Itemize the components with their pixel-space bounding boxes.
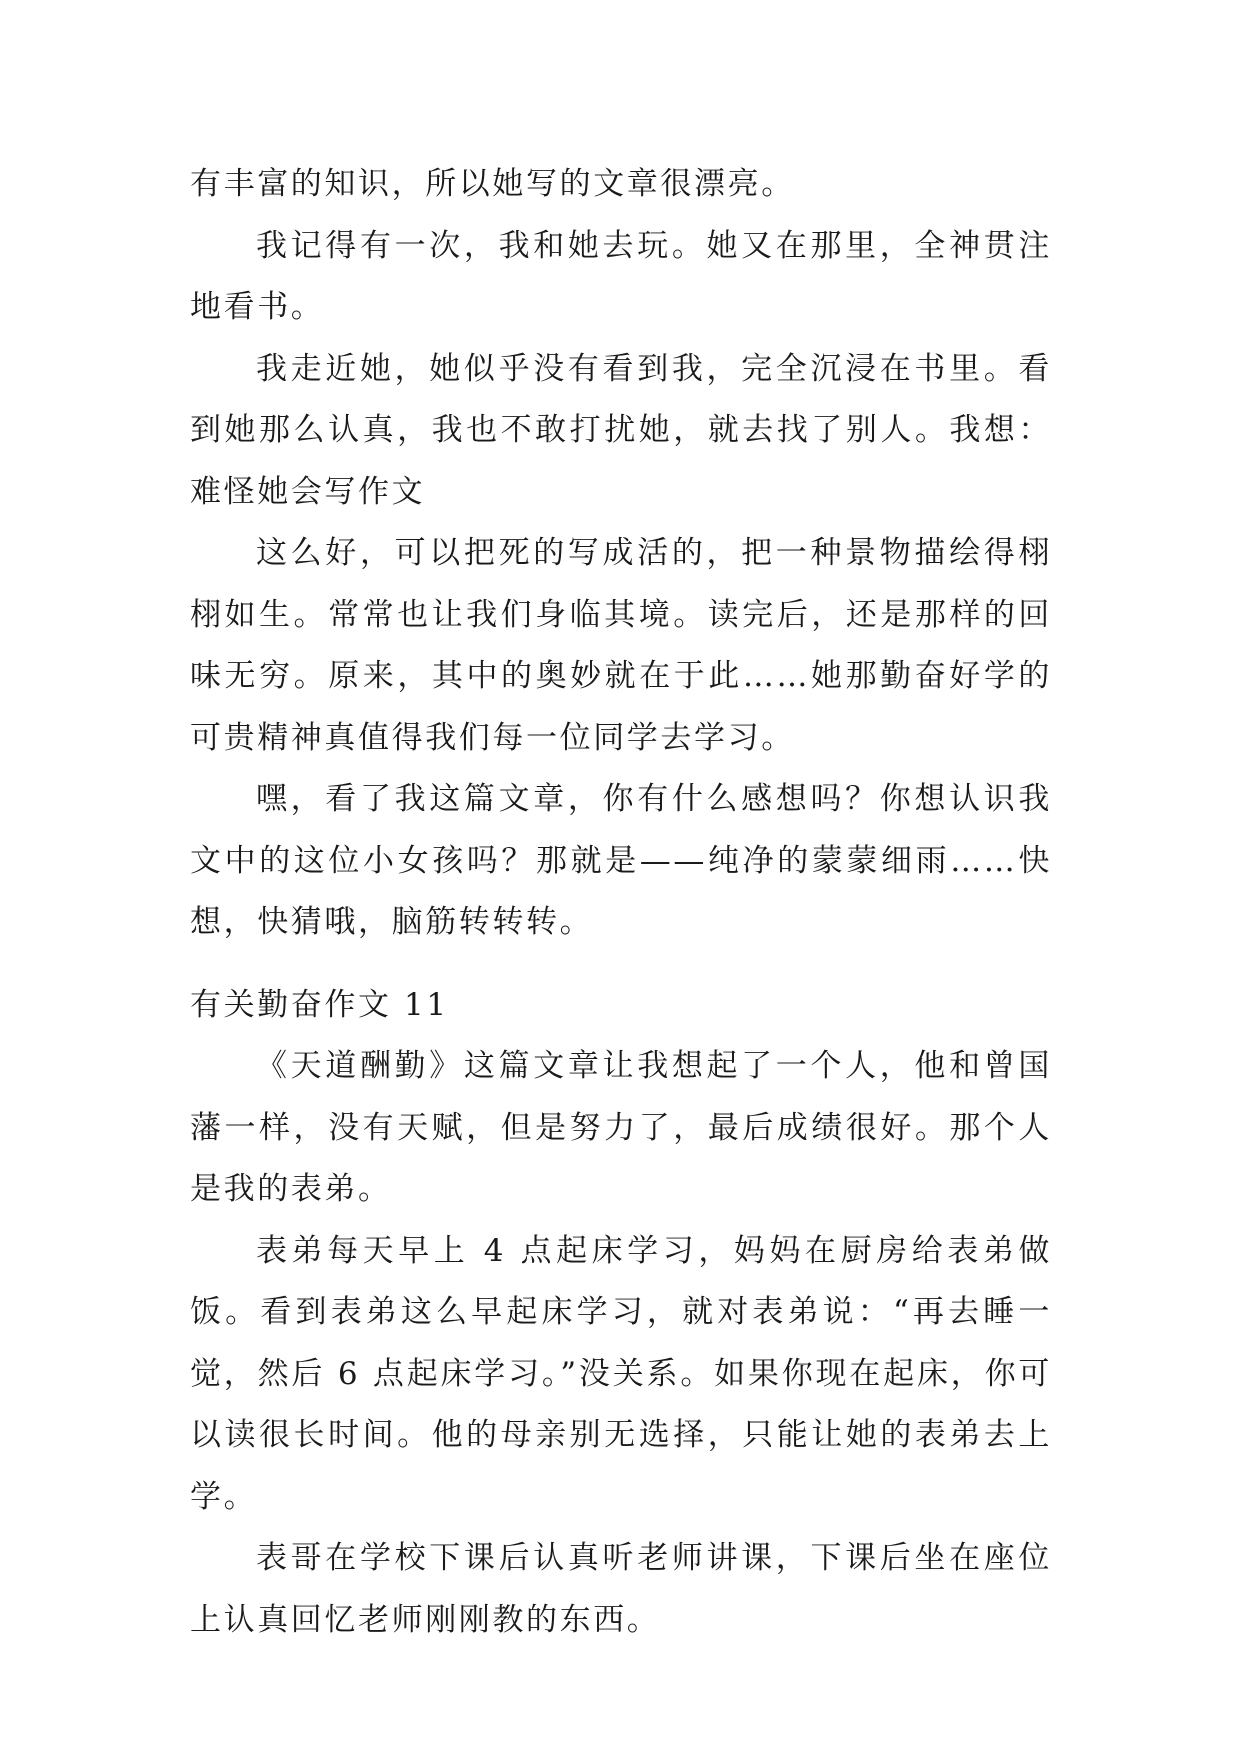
paragraph: 表弟每天早上 4 点起床学习，妈妈在厨房给表弟做饭。看到表弟这么早起床学习，就对表弟说：“再去睡一觉，然后 6 点起床学习。”没关系。如果你现在起床，你可以读很长时间。他的母亲别无选择，只能让她的表弟去上学。 (190, 1232, 1052, 1515)
section-2-body (190, 1036, 1052, 1651)
paragraph: 表哥在学校下课后认真听老师讲课，下课后坐在座位上认真回忆老师刚刚教的东西。 (190, 1540, 1052, 1638)
paragraph: 我记得有一次，我和她去玩。她又在那里，全神贯注地看书。 (190, 227, 1052, 325)
paragraph: 嘿，看了我这篇文章，你有什么感想吗？你想认识我文中的这位小女孩吗？那就是——纯净的蒙蒙细雨……快想，快猜哦，脑筋转转转。 (190, 781, 1052, 940)
paragraph: 《天道酬勤》这篇文章让我想起了一个人，他和曾国藩一样，没有天赋，但是努力了，最后成绩很好。那个人是我的表弟。 (190, 1048, 1052, 1207)
section-2-title: 有关勤奋作文 11 (190, 987, 449, 1023)
paragraph: 我走近她，她似乎没有看到我，完全沉浸在书里。看到她那么认真，我也不敢打扰她，就去找了别人。我想：难怪她会写作文 (190, 350, 1052, 510)
section-1-body (190, 154, 1052, 954)
paragraph: 这么好，可以把死的写成活的，把一种景物描绘得栩栩如生。常常也让我们身临其境。读完后，还是那样的回味无穷。原来，其中的奥妙就在于此……她那勤奋好学的可贵精神真值得我们每一位同学去学习。 (190, 535, 1052, 756)
paragraph: 有丰富的知识，所以她写的文章很漂亮。 (190, 166, 795, 202)
